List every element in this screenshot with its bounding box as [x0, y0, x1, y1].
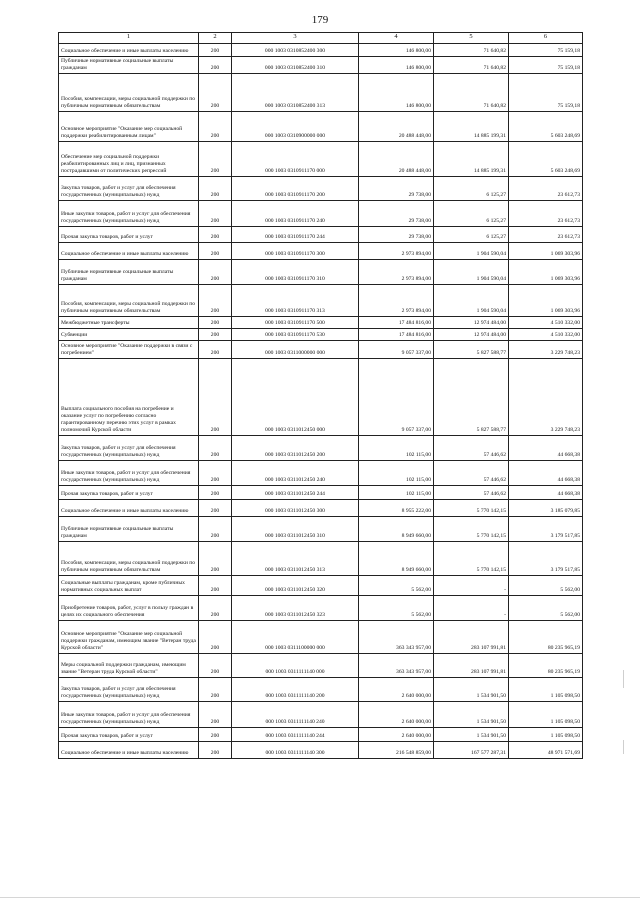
cell-v1: 146 800,00 [359, 57, 434, 74]
cell-admin: 200 [199, 576, 232, 596]
table-row [59, 329, 583, 341]
cell-name: Прочая закупка товаров, работ и услуг [59, 486, 199, 500]
cell-v3: 3 185 079,85 [509, 500, 583, 517]
cell-v1: 8 949 660,00 [359, 542, 434, 576]
table-row [59, 142, 583, 177]
cell-code: 000 1003 0311111140 200 [232, 678, 359, 702]
table-row [59, 461, 583, 486]
cell-v1: 9 057 337,00 [359, 359, 434, 436]
cell-v1: 9 057 337,00 [359, 341, 434, 359]
cell-name: Пособия, компенсации, меры социальной поддержки по публичным нормативным обязательствам [59, 74, 199, 112]
cell-v2: 71 640,82 [434, 44, 509, 57]
column-header: 4 [359, 33, 434, 44]
table-row [59, 57, 583, 74]
cell-name: Социальное обеспечение и иные выплаты населению [59, 500, 199, 517]
table-row [59, 576, 583, 596]
cell-v3: 44 668,38 [509, 436, 583, 461]
table-row [59, 177, 583, 201]
cell-v3: 48 971 571,69 [509, 742, 583, 759]
cell-code: 000 1003 0310852400 300 [232, 44, 359, 57]
cell-v1: 29 738,00 [359, 177, 434, 201]
cell-v2: 12 974 484,00 [434, 317, 509, 329]
table-body [59, 44, 583, 759]
cell-name: Выплата социального пособия на погребение и оказание услуг по погребению согласно гарантированному перечню этих услуг в рамках полномочий Курской области [59, 359, 199, 436]
table-row [59, 201, 583, 227]
cell-v3: 1 069 303,96 [509, 260, 583, 285]
cell-code: 000 1003 0311000000 000 [232, 341, 359, 359]
cell-code: 000 1003 0311111140 000 [232, 654, 359, 678]
cell-v3: 23 612,73 [509, 201, 583, 227]
cell-v1: 102 115,00 [359, 436, 434, 461]
cell-v3: 23 612,73 [509, 177, 583, 201]
cell-v2: 6 125,27 [434, 227, 509, 243]
cell-v2: 6 125,27 [434, 177, 509, 201]
cell-v3: 4 510 332,00 [509, 329, 583, 341]
cell-code: 000 1003 0311012450 000 [232, 359, 359, 436]
table-row [59, 486, 583, 500]
cell-v1: 2 640 000,00 [359, 702, 434, 728]
cell-name: Прочая закупка товаров, работ и услуг [59, 227, 199, 243]
cell-v2: 283 107 991,81 [434, 621, 509, 654]
cell-v1: 17 484 816,00 [359, 317, 434, 329]
table-row [59, 728, 583, 742]
cell-v3: 5 562,00 [509, 596, 583, 621]
table-row [59, 227, 583, 243]
table-row [59, 517, 583, 542]
table-row [59, 243, 583, 260]
cell-v1: 2 640 000,00 [359, 678, 434, 702]
cell-v2: 5 770 142,15 [434, 517, 509, 542]
cell-v2: 1 534 901,50 [434, 678, 509, 702]
table-row [59, 742, 583, 759]
cell-v3: 4 510 332,00 [509, 317, 583, 329]
cell-v3: 75 159,18 [509, 74, 583, 112]
cell-v1: 102 115,00 [359, 486, 434, 500]
cell-code: 000 1003 0310911170 244 [232, 227, 359, 243]
table-row [59, 112, 583, 142]
cell-name: Иные закупки товаров, работ и услуг для обеспечения государственных (муниципальных) нужд [59, 702, 199, 728]
cell-v2: 71 640,82 [434, 74, 509, 112]
cell-code: 000 1003 0310911170 313 [232, 285, 359, 317]
cell-v3: 3 229 748,23 [509, 341, 583, 359]
cell-v1: 102 115,00 [359, 461, 434, 486]
cell-code: 000 1003 0311012450 244 [232, 486, 359, 500]
cell-v2: 1 904 590,04 [434, 260, 509, 285]
page-number: 179 [311, 14, 329, 26]
cell-admin: 200 [199, 341, 232, 359]
cell-code: 000 1003 0311012450 310 [232, 517, 359, 542]
cell-code: 000 1003 0311111140 244 [232, 728, 359, 742]
cell-code: 000 1003 0310911170 000 [232, 142, 359, 177]
cell-v1: 2 973 894,00 [359, 260, 434, 285]
cell-admin: 200 [199, 201, 232, 227]
cell-v1: 363 343 957,00 [359, 654, 434, 678]
column-header: 6 [509, 33, 583, 44]
column-header: 1 [59, 33, 199, 44]
table-row [59, 44, 583, 57]
cell-v2: 1 534 901,50 [434, 728, 509, 742]
cell-code: 000 1003 0310911170 310 [232, 260, 359, 285]
cell-admin: 200 [199, 500, 232, 517]
cell-code: 000 1003 0310911170 500 [232, 317, 359, 329]
table-row [59, 542, 583, 576]
table-row [59, 436, 583, 461]
cell-name: Социальные выплаты гражданам, кроме публичных нормативных социальных выплат [59, 576, 199, 596]
cell-code: 000 1003 0311111140 240 [232, 702, 359, 728]
cell-admin: 200 [199, 436, 232, 461]
cell-admin: 200 [199, 260, 232, 285]
table-row [59, 654, 583, 678]
cell-name: Публичные нормативные социальные выплаты гражданам [59, 260, 199, 285]
cell-v3: 5 562,00 [509, 576, 583, 596]
cell-v1: 29 738,00 [359, 201, 434, 227]
cell-name: Социальное обеспечение и иные выплаты населению [59, 44, 199, 57]
table-header-row [59, 33, 583, 44]
cell-admin: 200 [199, 285, 232, 317]
cell-code: 000 1003 0310911170 530 [232, 329, 359, 341]
table-row [59, 500, 583, 517]
cell-v3: 1 105 098,50 [509, 728, 583, 742]
table-row [59, 596, 583, 621]
cell-v3: 3 179 517,85 [509, 517, 583, 542]
cell-name: Иные закупки товаров, работ и услуг для обеспечения государственных (муниципальных) нужд [59, 201, 199, 227]
cell-code: 000 1003 0310852400 310 [232, 57, 359, 74]
cell-admin: 200 [199, 742, 232, 759]
cell-v1: 8 949 660,00 [359, 517, 434, 542]
cell-name: Приобретение товаров, работ, услуг в пользу граждан в целях их социального обеспечения [59, 596, 199, 621]
cell-code: 000 1003 0311012450 313 [232, 542, 359, 576]
cell-v1: 146 800,00 [359, 44, 434, 57]
cell-code: 000 1003 0310911170 300 [232, 243, 359, 260]
cell-v1: 363 343 957,00 [359, 621, 434, 654]
cell-admin: 200 [199, 74, 232, 112]
cell-v2: 5 827 588,77 [434, 341, 509, 359]
cell-admin: 200 [199, 142, 232, 177]
cell-v2: 5 770 142,15 [434, 500, 509, 517]
cell-v2: 5 827 588,77 [434, 359, 509, 436]
table-row [59, 341, 583, 359]
cell-v3: 75 159,18 [509, 44, 583, 57]
cell-v2: 283 107 991,81 [434, 654, 509, 678]
cell-v1: 5 562,00 [359, 576, 434, 596]
cell-code: 000 1003 0310852400 313 [232, 74, 359, 112]
cell-code: 000 1003 0311012450 240 [232, 461, 359, 486]
cell-v3: 1 105 098,50 [509, 678, 583, 702]
table-row [59, 285, 583, 317]
cell-v3: 1 069 303,96 [509, 285, 583, 317]
cell-v2: 14 885 199,31 [434, 142, 509, 177]
cell-code: 000 1003 0311012450 300 [232, 500, 359, 517]
cell-v2: 57 446,62 [434, 436, 509, 461]
scan-edge [0, 897, 640, 898]
cell-v1: 2 973 894,00 [359, 285, 434, 317]
scan-artifact [623, 670, 624, 688]
cell-v1: 8 955 222,00 [359, 500, 434, 517]
cell-admin: 200 [199, 359, 232, 436]
budget-execution-table [58, 32, 583, 759]
cell-name: Субвенции [59, 329, 199, 341]
cell-code: 000 1003 0310911170 200 [232, 177, 359, 201]
cell-name: Закупка товаров, работ и услуг для обеспечения государственных (муниципальных) нужд [59, 177, 199, 201]
cell-v3: 1 069 303,96 [509, 243, 583, 260]
cell-admin: 200 [199, 461, 232, 486]
cell-admin: 200 [199, 57, 232, 74]
cell-admin: 200 [199, 654, 232, 678]
cell-v1: 146 800,00 [359, 74, 434, 112]
cell-v3: 3 229 748,23 [509, 359, 583, 436]
cell-v1: 20 488 448,00 [359, 142, 434, 177]
cell-v3: 5 603 248,69 [509, 142, 583, 177]
cell-v2: 14 885 199,31 [434, 112, 509, 142]
cell-admin: 200 [199, 177, 232, 201]
cell-name: Обеспечение мер социальной поддержки реабилитированных лиц и лиц, признанных пострадавшими от политических репрессий [59, 142, 199, 177]
table-row [59, 702, 583, 728]
cell-name: Меры социальной поддержки гражданам, имеющим звание "Ветеран труда Курской области" [59, 654, 199, 678]
column-header: 3 [232, 33, 359, 44]
cell-v2: 167 577 287,31 [434, 742, 509, 759]
cell-name: Закупка товаров, работ и услуг для обеспечения государственных (муниципальных) нужд [59, 436, 199, 461]
cell-admin: 200 [199, 329, 232, 341]
cell-admin: 200 [199, 243, 232, 260]
cell-v2: 71 640,82 [434, 57, 509, 74]
cell-v1: 216 548 859,00 [359, 742, 434, 759]
cell-name: Иные закупки товаров, работ и услуг для обеспечения государственных (муниципальных) нужд [59, 461, 199, 486]
cell-v3: 1 105 098,50 [509, 702, 583, 728]
cell-v3: 3 179 517,85 [509, 542, 583, 576]
cell-v3: 44 668,38 [509, 486, 583, 500]
cell-v2: 12 974 484,00 [434, 329, 509, 341]
cell-name: Основное мероприятие "Оказание мер социальной поддержки реабилитированным лицам" [59, 112, 199, 142]
cell-name: Пособия, компенсации, меры социальной поддержки по публичным нормативным обязательствам [59, 285, 199, 317]
cell-admin: 200 [199, 542, 232, 576]
column-header: 2 [199, 33, 232, 44]
cell-admin: 200 [199, 621, 232, 654]
cell-v2: 1 904 590,04 [434, 243, 509, 260]
cell-admin: 200 [199, 728, 232, 742]
cell-v2: 57 446,62 [434, 486, 509, 500]
cell-code: 000 1003 0311111140 300 [232, 742, 359, 759]
table-row [59, 359, 583, 436]
table-row [59, 260, 583, 285]
cell-v3: 44 668,38 [509, 461, 583, 486]
cell-name: Публичные нормативные социальные выплаты гражданам [59, 57, 199, 74]
table-row [59, 621, 583, 654]
cell-code: 000 1003 0311012450 200 [232, 436, 359, 461]
cell-code: 000 1003 0310911170 240 [232, 201, 359, 227]
cell-admin: 200 [199, 44, 232, 57]
cell-v2: 5 770 142,15 [434, 542, 509, 576]
cell-v1: 20 488 448,00 [359, 112, 434, 142]
cell-v3: 80 235 965,19 [509, 654, 583, 678]
column-header: 5 [434, 33, 509, 44]
table-row [59, 74, 583, 112]
cell-admin: 200 [199, 702, 232, 728]
cell-v1: 2 973 894,00 [359, 243, 434, 260]
cell-v2: 6 125,27 [434, 201, 509, 227]
cell-name: Основное мероприятие "Оказание поддержки в связи с погребением" [59, 341, 199, 359]
cell-admin: 200 [199, 112, 232, 142]
cell-name: Прочая закупка товаров, работ и услуг [59, 728, 199, 742]
scan-artifact [623, 740, 624, 754]
cell-v2: - [434, 596, 509, 621]
cell-name: Социальное обеспечение и иные выплаты населению [59, 243, 199, 260]
cell-code: 000 1003 0311100000 000 [232, 621, 359, 654]
table-row [59, 678, 583, 702]
cell-v2: 1 904 590,04 [434, 285, 509, 317]
cell-v3: 75 159,18 [509, 57, 583, 74]
cell-v2: 57 446,62 [434, 461, 509, 486]
cell-admin: 200 [199, 486, 232, 500]
cell-name: Пособия, компенсации, меры социальной поддержки по публичным нормативным обязательствам [59, 542, 199, 576]
cell-name: Основное мероприятие "Оказание мер социальной поддержки гражданам, имеющим звание "Ветеран труда Курской области" [59, 621, 199, 654]
table-row [59, 317, 583, 329]
cell-v1: 5 562,00 [359, 596, 434, 621]
cell-admin: 200 [199, 517, 232, 542]
cell-code: 000 1003 0311012450 320 [232, 576, 359, 596]
cell-v2: - [434, 576, 509, 596]
cell-name: Закупка товаров, работ и услуг для обеспечения государственных (муниципальных) нужд [59, 678, 199, 702]
cell-code: 000 1003 0311012450 323 [232, 596, 359, 621]
cell-admin: 200 [199, 678, 232, 702]
cell-name: Публичные нормативные социальные выплаты гражданам [59, 517, 199, 542]
cell-admin: 200 [199, 317, 232, 329]
cell-v2: 1 534 901,50 [434, 702, 509, 728]
cell-name: Межбюджетные трансферты [59, 317, 199, 329]
cell-v3: 80 235 965,19 [509, 621, 583, 654]
cell-v1: 17 484 816,00 [359, 329, 434, 341]
cell-v3: 23 612,73 [509, 227, 583, 243]
cell-code: 000 1003 0310900000 000 [232, 112, 359, 142]
cell-name: Социальное обеспечение и иные выплаты населению [59, 742, 199, 759]
cell-admin: 200 [199, 596, 232, 621]
cell-v1: 2 640 000,00 [359, 728, 434, 742]
cell-v3: 5 603 248,69 [509, 112, 583, 142]
cell-admin: 200 [199, 227, 232, 243]
cell-v1: 29 738,00 [359, 227, 434, 243]
